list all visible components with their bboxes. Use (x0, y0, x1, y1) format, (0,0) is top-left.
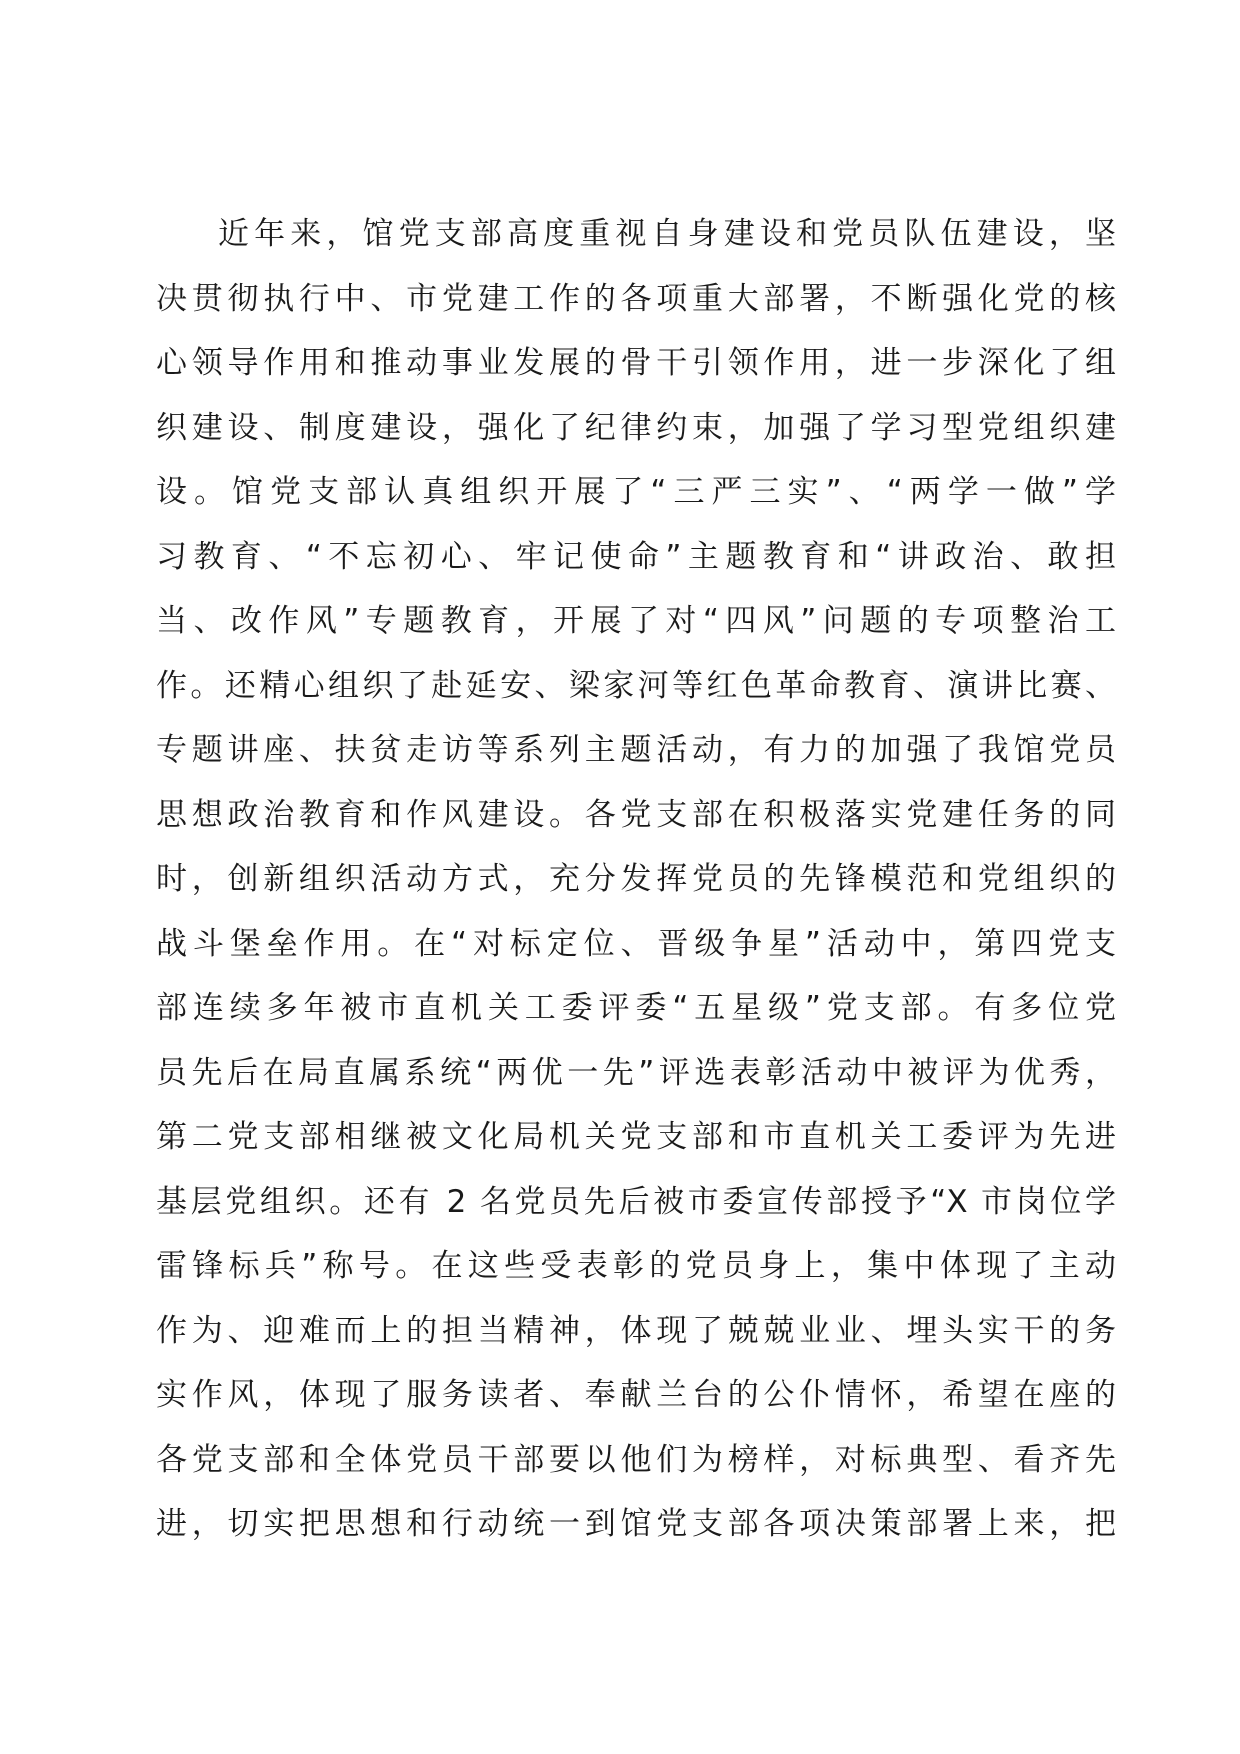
paragraph-line: 决贯彻执行中、市党建工作的各项重大部署，不断强化党的核 (156, 280, 1116, 317)
body-paragraph (156, 202, 1116, 1557)
paragraph-line: 近年来，馆党支部高度重视自身建设和党员队伍建设，坚 (218, 216, 1116, 252)
paragraph-line: 战斗堡垒作用。在“对标定位、晋级争星”活动中，第四党支 (156, 925, 1116, 962)
paragraph-line: 作为、迎难而上的担当精神，体现了兢兢业业、埋头实干的务 (156, 1312, 1116, 1349)
paragraph-line: 设。馆党支部认真组织开展了“三严三实”、“两学一做”学 (156, 474, 1116, 510)
paragraph-line: 进，切实把思想和行动统一到馆党支部各项决策部署上来，把 (156, 1506, 1116, 1542)
paragraph-line: 部连续多年被市直机关工委评委“五星级”党支部。有多位党 (156, 990, 1116, 1026)
paragraph-line: 当、改作风”专题教育，开展了对“四风”问题的专项整治工 (156, 603, 1116, 639)
paragraph-line: 实作风，体现了服务读者、奉献兰台的公仆情怀，希望在座的 (156, 1377, 1116, 1413)
paragraph-line: 第二党支部相继被文化局机关党支部和市直机关工委评为先进 (156, 1119, 1116, 1155)
paragraph-line: 基层党组织。还有 2 名党员先后被市委宣传部授予“X 市岗位学 (156, 1183, 1116, 1220)
paragraph-line: 作。还精心组织了赴延安、梁家河等红色革命教育、演讲比赛、 (156, 667, 1116, 704)
paragraph-line: 专题讲座、扶贫走访等系列主题活动，有力的加强了我馆党员 (156, 732, 1116, 768)
paragraph-line: 雷锋标兵”称号。在这些受表彰的党员身上，集中体现了主动 (156, 1248, 1116, 1284)
paragraph-line: 织建设、制度建设，强化了纪律约束，加强了学习型党组织建 (156, 409, 1116, 446)
paragraph-line: 心领导作用和推动事业发展的骨干引领作用，进一步深化了组 (156, 345, 1116, 381)
paragraph-line: 思想政治教育和作风建设。各党支部在积极落实党建任务的同 (156, 796, 1116, 833)
paragraph-line: 各党支部和全体党员干部要以他们为榜样，对标典型、看齐先 (156, 1441, 1116, 1478)
paragraph-line: 员先后在局直属系统“两优一先”评选表彰活动中被评为优秀， (156, 1054, 1116, 1091)
paragraph-line: 时，创新组织活动方式，充分发挥党员的先锋模范和党组织的 (156, 861, 1116, 897)
paragraph-line: 习教育、“不忘初心、牢记使命”主题教育和“讲政治、敢担 (156, 538, 1116, 575)
